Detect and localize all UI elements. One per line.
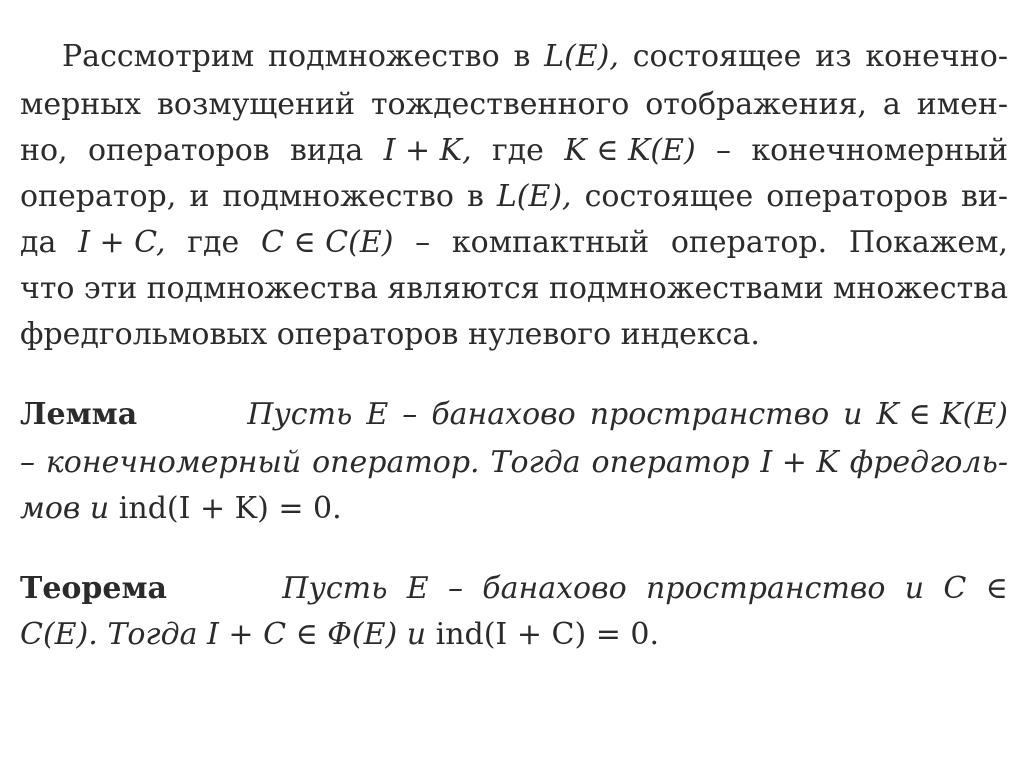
word: где [187,225,240,260]
word: в [466,179,484,214]
math-expression: C(E). [20,617,108,652]
word: множества [833,271,1008,306]
word: банахово [482,571,627,606]
word: – [447,571,463,606]
word: Тогда [107,617,208,652]
word: подмножество [222,179,454,214]
math-expression: C ∈ C(E) [260,225,394,260]
math-expression: L(E), [496,179,572,214]
math-expression: K ∈ K(E) [876,397,1008,432]
math-expression: I + K [760,445,839,480]
word: конечномерный [45,445,302,480]
theorem-line-2 [20,617,659,652]
math-expression: K ∈ K(E) [564,133,696,168]
word: имен- [916,87,1008,122]
math-expression: ind(I + K) = 0. [118,491,342,526]
math-expression: I + C ∈ Φ(E) [207,617,407,652]
word: состоящее [632,39,802,74]
word: где [491,133,544,168]
word: да [20,225,57,260]
word: фредгольмовых операторов нулевого индекса. [20,317,760,352]
word: конечномерный [751,133,1008,168]
math-expression: E [406,571,429,606]
word: оператор. [312,445,480,480]
word: в [513,39,531,74]
word: возмущений [157,87,355,122]
word: и [843,397,863,432]
paragraph-line-4 [20,179,1008,214]
math-expression: L(E), [544,39,619,74]
word: банахово [431,397,576,432]
word: а [882,87,901,122]
theorem-line-1 [20,571,1008,606]
word: Рассмотрим [62,39,255,74]
lemma-line-3 [20,491,342,526]
math-expression: ∈ [985,571,1008,606]
word: оператор, [20,179,177,214]
word: – [402,397,418,432]
word: состоящее [584,179,754,214]
word: – [415,225,431,260]
word: мерных [20,87,142,122]
word: вида [290,133,364,168]
paragraph-line-1 [62,39,1008,74]
word: подмножествами [548,271,824,306]
word: что [20,271,75,306]
word: ви- [960,179,1008,214]
word: тождественного [370,87,630,122]
lemma-heading: Лемма [20,397,138,432]
theorem-heading: Теорема [20,571,167,606]
paragraph-line-6 [20,271,1008,306]
word: компактный [451,225,650,260]
math-expression: C [943,571,967,606]
word: пространство [645,571,886,606]
word: операторов [766,179,948,214]
word: эти [83,271,138,306]
math-expression: E [366,397,389,432]
word: – [716,133,732,168]
word: Покажем, [848,225,1008,260]
word: подмножество [268,39,500,74]
paragraph-line-3 [20,133,1008,168]
word: мов и [20,491,119,526]
word: фредголь- [849,445,1008,480]
lemma-line-1 [20,397,1008,432]
word: и [406,617,436,652]
word: подмножества [146,271,379,306]
word: но, [20,133,68,168]
math-expression: ind(I + C) = 0. [435,617,659,652]
word: отображения, [645,87,867,122]
word: и [904,571,925,606]
word: оператор [591,445,750,480]
word: операторов [87,133,270,168]
word: Пусть [282,571,388,606]
math-expression: I + K, [383,133,472,168]
math-expression: I + C, [78,225,166,260]
word: из [815,39,852,74]
word: и [189,179,210,214]
word: Пусть [247,397,353,432]
word: – [20,445,35,480]
word: конечно- [865,39,1008,74]
word: являются [387,271,540,306]
paragraph-line-5 [20,225,1008,260]
word: пространство [589,397,830,432]
paragraph-line-7 [20,317,760,352]
word: Тогда [490,445,581,480]
lemma-line-2 [20,445,1008,480]
word: оператор. [670,225,828,260]
paragraph-line-2 [20,87,1008,122]
